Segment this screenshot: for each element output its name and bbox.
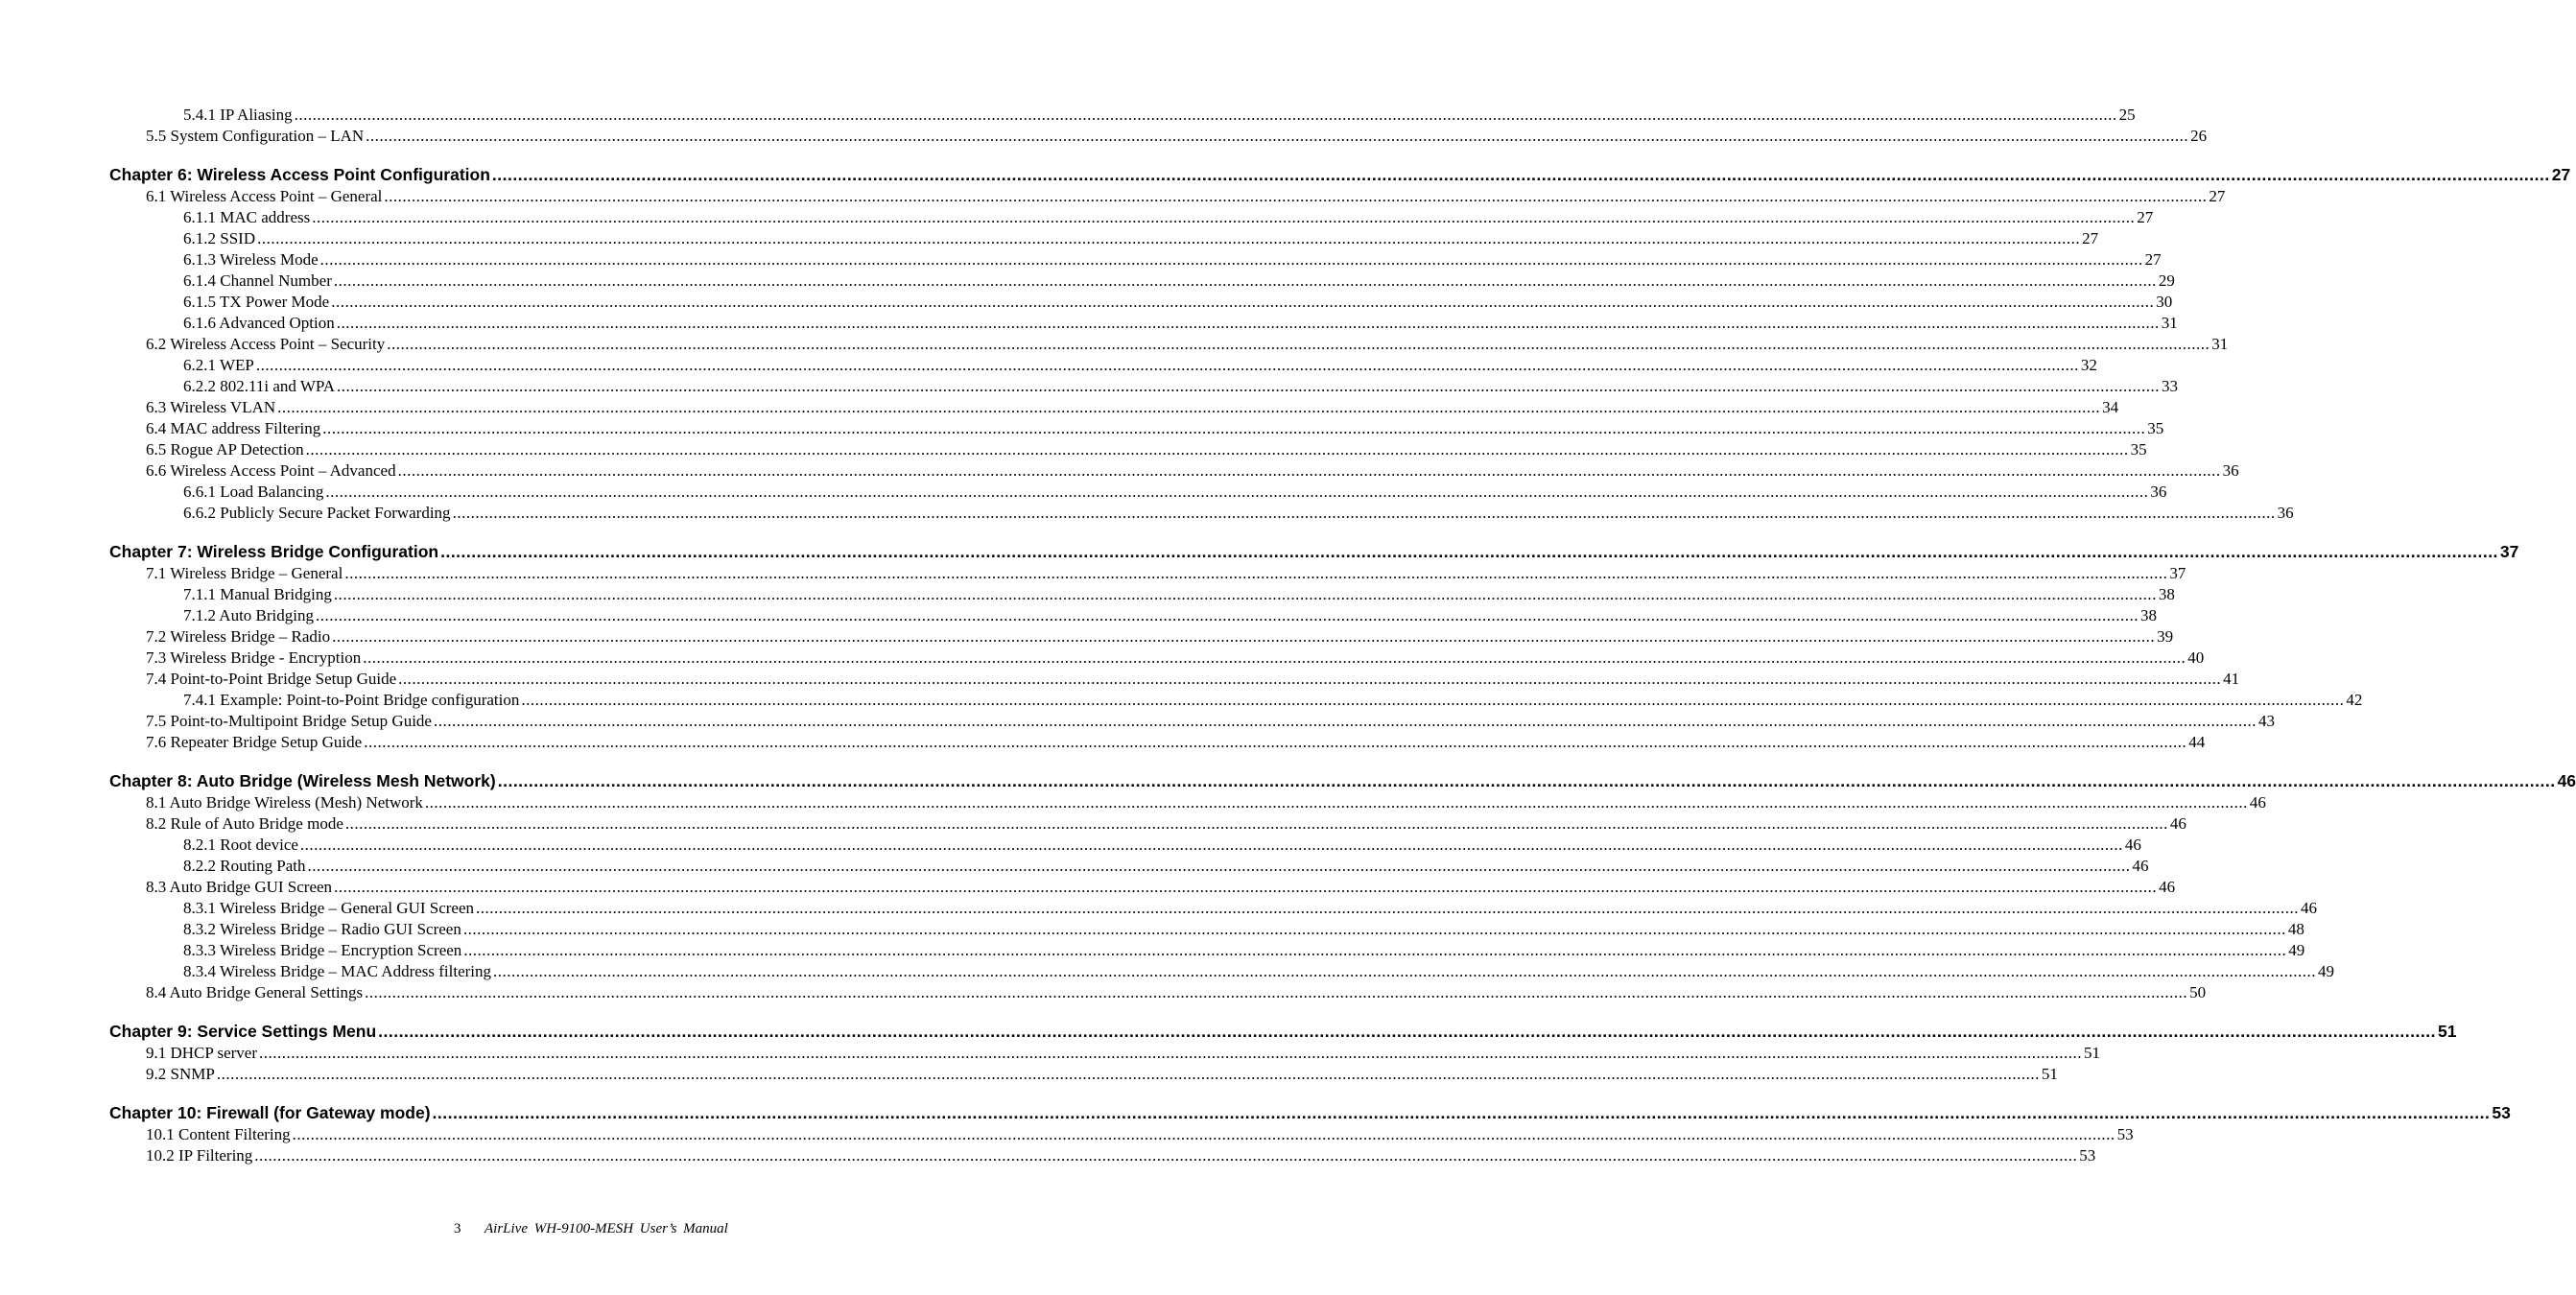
toc-entry-title: 8.2.1 Root device — [183, 836, 298, 854]
toc-entry-page: 43 — [2257, 712, 2275, 730]
toc-entry-row — [0, 710, 2275, 731]
toc-entry — [146, 983, 2207, 1002]
toc-entry-page: 29 — [2158, 271, 2175, 290]
toc-entry — [183, 920, 2304, 939]
toc-entry-title: 6.6.1 Load Balancing — [183, 483, 324, 501]
dot-leader: ................................................................................................................................................................................................................................................................................................................................................................................................................ — [491, 165, 2550, 184]
toc-entry — [109, 771, 2576, 791]
toc-entry-title: 6.5 Rogue AP Detection — [146, 440, 304, 459]
toc-entry-page: 42 — [2346, 691, 2363, 709]
toc-chapter-row — [0, 770, 2576, 791]
toc-entry-page: 44 — [2188, 733, 2206, 751]
toc-chapter-row — [0, 541, 2519, 562]
toc-entry-page: 51 — [2041, 1065, 2058, 1083]
dot-leader: ................................................................................................................................................................................................................................................................................................................................................................................................................ — [462, 920, 2286, 938]
toc-entry-title: 10.2 IP Filtering — [146, 1146, 253, 1165]
toc-entry-title: Chapter 6: Wireless Access Point Configuration — [109, 165, 490, 184]
toc-entry-title: 6.1.6 Advanced Option — [183, 314, 335, 332]
toc-entry-page: 41 — [2223, 670, 2240, 688]
toc-entry-title: Chapter 9: Service Settings Menu — [109, 1022, 377, 1041]
toc-entry — [183, 606, 2158, 625]
toc-entry-title: 6.1.1 MAC address — [183, 208, 311, 226]
dot-leader: ................................................................................................................................................................................................................................................................................................................................................................................................................ — [305, 440, 2129, 459]
toc-entry-title: Chapter 7: Wireless Bridge Configuration — [109, 542, 439, 561]
toc-entry-page: 35 — [2130, 440, 2147, 459]
dot-leader: ................................................................................................................................................................................................................................................................................................................................................................................................................ — [432, 1103, 2491, 1122]
dot-leader: ................................................................................................................................................................................................................................................................................................................................................................................................................ — [463, 941, 2287, 959]
toc-entry-title: 8.4 Auto Bridge General Settings — [146, 983, 364, 1001]
toc-entry-row — [0, 417, 2164, 438]
dot-leader: ................................................................................................................................................................................................................................................................................................................................................................................................................ — [307, 857, 2131, 875]
toc-entry-page: 27 — [2137, 208, 2154, 226]
toc-entry-row — [0, 396, 2119, 417]
toc-entry-row — [0, 562, 2186, 583]
dot-leader: ................................................................................................................................................................................................................................................................................................................................................................................................................ — [452, 504, 2276, 522]
toc-entry — [146, 733, 2206, 752]
toc-entry-page: 46 — [2301, 899, 2318, 917]
toc-entry-row — [0, 375, 2179, 396]
toc-entry-page: 49 — [2318, 962, 2335, 980]
toc-entry-page: 27 — [2144, 250, 2162, 269]
toc-entry-page: 38 — [2140, 606, 2158, 624]
dot-leader: ................................................................................................................................................................................................................................................................................................................................................................................................................ — [378, 1022, 2436, 1041]
dot-leader: ................................................................................................................................................................................................................................................................................................................................................................................................................ — [325, 483, 2149, 501]
toc-entry-row — [0, 625, 2174, 647]
page-number: 3 — [454, 1221, 461, 1236]
toc-entry-title: 7.6 Repeater Bridge Setup Guide — [146, 733, 363, 751]
dot-leader: ................................................................................................................................................................................................................................................................................................................................................................................................................ — [497, 771, 2556, 790]
toc-chapter-row — [0, 164, 2571, 185]
toc-entry-row — [0, 668, 2240, 689]
toc-entry-title: 8.3.4 Wireless Bridge – MAC Address filtering — [183, 962, 492, 980]
toc-entry-title: 6.2 Wireless Access Point – Security — [146, 335, 386, 353]
dot-leader: ................................................................................................................................................................................................................................................................................................................................................................................................................ — [322, 419, 2146, 437]
toc-entry-page: 31 — [2211, 335, 2229, 353]
toc-entry-title: 8.2.2 Routing Path — [183, 857, 306, 875]
dot-leader: ................................................................................................................................................................................................................................................................................................................................................................................................................ — [433, 712, 2257, 730]
toc-entry — [146, 648, 2205, 668]
toc-entry-row — [0, 502, 2294, 523]
dot-leader: ................................................................................................................................................................................................................................................................................................................................................................................................................ — [312, 208, 2136, 226]
toc-entry — [183, 229, 2099, 248]
dot-leader: ................................................................................................................................................................................................................................................................................................................................................................................................................ — [384, 187, 2208, 205]
toc-entry-title: 6.4 MAC address Filtering — [146, 419, 321, 437]
toc-entry-page: 46 — [2159, 878, 2176, 896]
toc-entry-page: 35 — [2147, 419, 2164, 437]
toc-entry-page: 51 — [2437, 1022, 2457, 1041]
dot-leader: ................................................................................................................................................................................................................................................................................................................................................................................................................ — [364, 733, 2187, 751]
toc-entry-row — [0, 459, 2239, 481]
toc-entry-title: 7.2 Wireless Bridge – Radio — [146, 627, 331, 646]
toc-entry-row — [0, 897, 2318, 918]
toc-entry-row — [0, 227, 2099, 248]
dot-leader: ................................................................................................................................................................................................................................................................................................................................................................................................................ — [254, 1146, 2078, 1165]
toc-entry-page: 27 — [2551, 165, 2571, 184]
toc-entry-page: 27 — [2209, 187, 2226, 205]
toc-entry-title: 8.3 Auto Bridge GUI Screen — [146, 878, 333, 896]
toc-entry — [183, 585, 2175, 604]
toc-entry-page: 53 — [2492, 1103, 2511, 1122]
toc-entry-title: 7.1 Wireless Bridge – General — [146, 564, 343, 582]
toc-entry-row — [0, 438, 2147, 459]
toc-entry — [183, 106, 2136, 125]
dot-leader: ................................................................................................................................................................................................................................................................................................................................................................................................................ — [334, 878, 2158, 896]
toc-entry-title: 8.3.2 Wireless Bridge – Radio GUI Screen — [183, 920, 461, 938]
toc-entry — [146, 419, 2164, 438]
toc-entry-row — [0, 1063, 2058, 1084]
toc-entry-row — [0, 647, 2205, 668]
toc-entry — [183, 504, 2294, 523]
dot-leader: ................................................................................................................................................................................................................................................................................................................................................................................................................ — [493, 962, 2317, 980]
dot-leader: ................................................................................................................................................................................................................................................................................................................................................................................................................ — [397, 461, 2221, 480]
toc-chapter-row — [0, 1021, 2457, 1042]
toc-entry — [183, 271, 2175, 291]
toc-entry-row — [0, 104, 2136, 125]
toc-entry-row — [0, 960, 2335, 981]
toc-entry — [183, 250, 2162, 270]
toc-entry-row — [0, 981, 2207, 1002]
toc-entry — [183, 293, 2173, 312]
dot-leader: ................................................................................................................................................................................................................................................................................................................................................................................................................ — [344, 814, 2168, 833]
toc-entry — [146, 461, 2239, 481]
toc-entry-page: 34 — [2102, 398, 2119, 416]
toc-entry — [183, 857, 2149, 876]
dot-leader: ................................................................................................................................................................................................................................................................................................................................................................................................................ — [363, 648, 2186, 667]
toc-entry-page: 31 — [2161, 314, 2178, 332]
toc-entry-title: 8.2 Rule of Auto Bridge mode — [146, 814, 343, 833]
toc-entry — [183, 356, 2097, 375]
toc-entry-page: 49 — [2288, 941, 2305, 959]
dot-leader: ................................................................................................................................................................................................................................................................................................................................................................................................................ — [365, 983, 2188, 1001]
toc-entry-page: 51 — [2084, 1044, 2100, 1062]
toc-entry-title: 5.4.1 IP Aliasing — [183, 106, 293, 124]
toc-entry-page: 46 — [2557, 771, 2576, 790]
toc-entry-title: 6.2.1 WEP — [183, 356, 254, 374]
dot-leader: ................................................................................................................................................................................................................................................................................................................................................................................................................ — [292, 1125, 2115, 1143]
toc-entry-title: 6.6 Wireless Access Point – Advanced — [146, 461, 396, 480]
toc-entry-row — [0, 481, 2167, 502]
dot-leader: ................................................................................................................................................................................................................................................................................................................................................................................................................ — [331, 293, 2155, 311]
toc-entry — [146, 670, 2240, 689]
toc-entry-title: 9.2 SNMP — [146, 1065, 215, 1083]
dot-leader: ................................................................................................................................................................................................................................................................................................................................................................................................................ — [255, 356, 2079, 374]
toc-entry — [146, 1065, 2058, 1084]
toc-entry-page: 40 — [2187, 648, 2205, 667]
toc-entry — [183, 899, 2318, 918]
toc-entry — [183, 962, 2335, 981]
dot-leader: ................................................................................................................................................................................................................................................................................................................................................................................................................ — [336, 314, 2160, 332]
dot-leader: ................................................................................................................................................................................................................................................................................................................................................................................................................ — [440, 542, 2498, 561]
toc-entry-title: 6.1.5 TX Power Mode — [183, 293, 330, 311]
toc-entry-title: 6.3 Wireless VLAN — [146, 398, 276, 416]
toc-entry-title: 6.1 Wireless Access Point – General — [146, 187, 383, 205]
toc-entry-row — [0, 354, 2097, 375]
toc-entry — [146, 814, 2186, 834]
dot-leader: ................................................................................................................................................................................................................................................................................................................................................................................................................ — [319, 250, 2143, 269]
toc-entry-row — [0, 1144, 2096, 1166]
dot-leader: ................................................................................................................................................................................................................................................................................................................................................................................................................ — [299, 836, 2123, 854]
toc-entry-row — [0, 939, 2305, 960]
toc-entry-row — [0, 855, 2149, 876]
toc-entry-title: 7.1.2 Auto Bridging — [183, 606, 315, 624]
dot-leader: ................................................................................................................................................................................................................................................................................................................................................................................................................ — [398, 670, 2222, 688]
toc-entry-page: 37 — [2499, 542, 2519, 561]
toc-entry-page: 39 — [2157, 627, 2174, 646]
toc-entry-page: 46 — [2124, 836, 2141, 854]
toc-entry-page: 36 — [2277, 504, 2294, 522]
toc-entry-title: 7.4 Point-to-Point Bridge Setup Guide — [146, 670, 397, 688]
toc-entry-row — [0, 918, 2304, 939]
dot-leader: ................................................................................................................................................................................................................................................................................................................................................................................................................ — [333, 271, 2157, 290]
toc-entry-title: 6.6.2 Publicly Secure Packet Forwarding — [183, 504, 451, 522]
toc-entry — [146, 398, 2119, 417]
dot-leader: ................................................................................................................................................................................................................................................................................................................................................................................................................ — [521, 691, 2345, 709]
toc-entry — [183, 208, 2154, 227]
toc-entry-row — [0, 812, 2186, 834]
toc-entry-page: 53 — [2079, 1146, 2096, 1165]
dot-leader: ................................................................................................................................................................................................................................................................................................................................................................................................................ — [259, 1044, 2082, 1062]
toc-entry-row — [0, 689, 2363, 710]
dot-leader: ................................................................................................................................................................................................................................................................................................................................................................................................................ — [333, 585, 2157, 603]
toc-entry — [109, 165, 2571, 185]
toc-entry-title: 9.1 DHCP server — [146, 1044, 257, 1062]
dot-leader: ................................................................................................................................................................................................................................................................................................................................................................................................................ — [424, 793, 2248, 812]
toc-entry — [146, 440, 2147, 459]
toc-entry-row — [0, 248, 2162, 270]
toc-entry — [146, 1146, 2096, 1166]
toc-entry-row — [0, 291, 2173, 312]
toc-entry-title: 6.1.3 Wireless Mode — [183, 250, 319, 269]
toc-entry — [146, 712, 2275, 731]
toc-entry-title: 7.5 Point-to-Multipoint Bridge Setup Guide — [146, 712, 432, 730]
toc-entry-page: 26 — [2190, 127, 2208, 145]
toc-entry-page: 32 — [2080, 356, 2097, 374]
toc-entry — [146, 335, 2229, 354]
toc-entry-title: 8.3.1 Wireless Bridge – General GUI Screen — [183, 899, 475, 917]
toc-entry — [183, 314, 2178, 333]
toc-entry — [146, 627, 2174, 647]
toc-entry — [183, 483, 2167, 502]
toc-entry — [109, 1022, 2457, 1042]
toc-entry-row — [0, 791, 2266, 812]
toc-entry — [109, 542, 2519, 562]
toc-entry-title: 5.5 System Configuration – LAN — [146, 127, 365, 145]
toc-entry-row — [0, 125, 2208, 146]
dot-leader: ................................................................................................................................................................................................................................................................................................................................................................................................................ — [257, 229, 2081, 247]
toc-entry-page: 30 — [2156, 293, 2173, 311]
toc-entry — [183, 377, 2179, 396]
toc-entry-row — [0, 1123, 2134, 1144]
toc-entry-title: 7.1.1 Manual Bridging — [183, 585, 332, 603]
toc-entry-row — [0, 333, 2229, 354]
dot-leader: ................................................................................................................................................................................................................................................................................................................................................................................................................ — [337, 377, 2161, 395]
toc-entry-title: 6.1.2 SSID — [183, 229, 256, 247]
toc-entry-page: 53 — [2116, 1125, 2134, 1143]
toc-entry-page: 33 — [2162, 377, 2179, 395]
toc-entry — [146, 127, 2208, 146]
toc-chapter-row — [0, 1102, 2511, 1123]
dot-leader: ................................................................................................................................................................................................................................................................................................................................................................................................................ — [387, 335, 2210, 353]
dot-leader: ................................................................................................................................................................................................................................................................................................................................................................................................................ — [294, 106, 2117, 124]
table-of-contents — [0, 104, 2576, 1166]
toc-entry — [146, 1044, 2100, 1063]
toc-entry-title: 8.3.3 Wireless Bridge – Encryption Screen — [183, 941, 462, 959]
toc-entry — [183, 941, 2305, 960]
toc-entry-row — [0, 834, 2141, 855]
toc-entry — [183, 691, 2363, 710]
dot-leader: ................................................................................................................................................................................................................................................................................................................................................................................................................ — [216, 1065, 2040, 1083]
toc-entry-page: 38 — [2158, 585, 2175, 603]
manual-title: AirLive WH-9100-MESH User’s Manual — [484, 1221, 728, 1236]
toc-entry — [146, 187, 2226, 206]
toc-entry — [146, 1125, 2134, 1144]
toc-entry-title: 6.2.2 802.11i and WPA — [183, 377, 336, 395]
toc-entry-title: 10.1 Content Filtering — [146, 1125, 291, 1143]
toc-entry-row — [0, 731, 2206, 752]
toc-entry-page: 46 — [2169, 814, 2186, 833]
dot-leader: ................................................................................................................................................................................................................................................................................................................................................................................................................ — [316, 606, 2139, 624]
toc-entry-page: 46 — [2249, 793, 2266, 812]
toc-entry — [183, 836, 2141, 855]
toc-entry-row — [0, 583, 2175, 604]
toc-entry-title: 8.1 Auto Bridge Wireless (Mesh) Network — [146, 793, 423, 812]
page-footer — [0, 1221, 915, 1240]
toc-entry-page: 50 — [2189, 983, 2207, 1001]
toc-entry-title: 7.3 Wireless Bridge - Encryption — [146, 648, 362, 667]
toc-entry-page: 37 — [2169, 564, 2186, 582]
toc-entry — [146, 793, 2266, 812]
toc-entry — [109, 1103, 2511, 1123]
toc-entry-title: 6.1.4 Channel Number — [183, 271, 332, 290]
toc-entry-title: Chapter 8: Auto Bridge (Wireless Mesh Network) — [109, 771, 496, 790]
toc-entry — [146, 878, 2176, 897]
toc-entry-row — [0, 604, 2158, 625]
toc-entry-page: 46 — [2132, 857, 2149, 875]
dot-leader: ................................................................................................................................................................................................................................................................................................................................................................................................................ — [277, 398, 2101, 416]
toc-entry-row — [0, 876, 2176, 897]
toc-entry-title: Chapter 10: Firewall (for Gateway mode) — [109, 1103, 431, 1122]
dot-leader: ................................................................................................................................................................................................................................................................................................................................................................................................................ — [476, 899, 2300, 917]
toc-entry-title: 7.4.1 Example: Point-to-Point Bridge configuration — [183, 691, 520, 709]
toc-entry-page: 48 — [2287, 920, 2304, 938]
dot-leader: ................................................................................................................................................................................................................................................................................................................................................................................................................ — [344, 564, 2168, 582]
toc-entry-row — [0, 1042, 2100, 1063]
toc-entry-row — [0, 206, 2154, 227]
toc-entry-page: 27 — [2082, 229, 2099, 247]
toc-entry — [146, 564, 2186, 583]
toc-entry-row — [0, 185, 2226, 206]
dot-leader: ................................................................................................................................................................................................................................................................................................................................................................................................................ — [366, 127, 2189, 145]
toc-entry-page: 25 — [2118, 106, 2136, 124]
toc-entry-row — [0, 312, 2178, 333]
dot-leader: ................................................................................................................................................................................................................................................................................................................................................................................................................ — [332, 627, 2156, 646]
toc-entry-page: 36 — [2150, 483, 2167, 501]
toc-entry-page: 36 — [2222, 461, 2239, 480]
toc-entry-row — [0, 270, 2175, 291]
